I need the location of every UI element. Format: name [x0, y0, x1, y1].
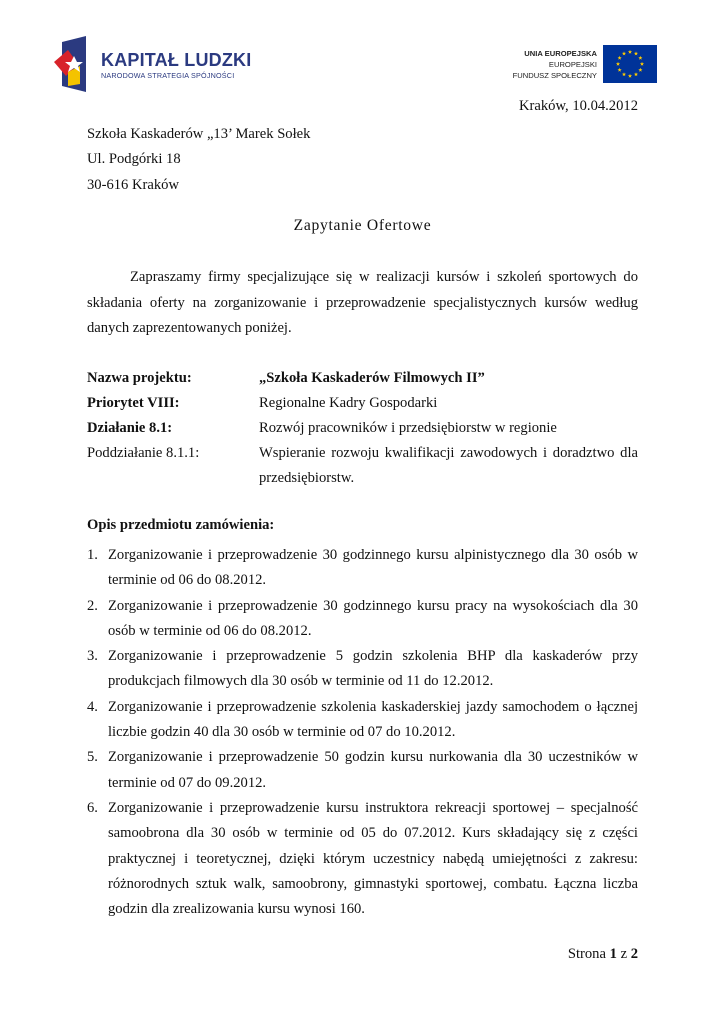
list-item-text: Zorganizowanie i przeprowadzenie 30 godzinnego kursu alpinistycznego dla 30 osób w terminie od 06 do 08.2012.: [108, 547, 638, 589]
eu-line-1: UNIA EUROPEJSKA: [524, 49, 597, 58]
footer-page-number: 1: [609, 946, 617, 962]
priority-value: Regionalne Kadry Gospodarki: [259, 395, 438, 411]
list-item-number: 2.: [87, 597, 98, 614]
priority-label: Priorytet VIII:: [87, 395, 180, 411]
list-item: [87, 695, 638, 746]
list-item-text: Zorganizowanie i przeprowadzenie 5 godzin szkolenia BHP dla kaskaderów przy produkcjach filmowych dla 30 osób w terminie od 11 do 12.2012.: [108, 648, 638, 690]
list-item: [87, 644, 638, 695]
list-item-number: 4.: [87, 698, 98, 715]
project-name-label: Nazwa projektu:: [87, 370, 192, 386]
eu-logo-text: [513, 49, 597, 81]
list-item: [87, 796, 638, 922]
action-value: Rozwój pracowników i przedsiębiorstw w regionie: [259, 420, 557, 436]
project-name-value: „Szkoła Kaskaderów Filmowych II”: [259, 370, 485, 386]
list-item-number: 3.: [87, 648, 98, 665]
address-line-1: Szkoła Kaskaderów „13’ Marek Sołek: [87, 126, 311, 142]
eu-line-2: EUROPEJSKI: [548, 59, 597, 69]
footer-page-total: 2: [630, 946, 638, 962]
eu-line-3: FUNDUSZ SPOŁECZNY: [512, 70, 597, 80]
order-heading: Opis przedmiotu zamówienia:: [87, 517, 275, 533]
address-line-2: Ul. Podgórki 18: [87, 151, 181, 167]
list-item: [87, 543, 638, 594]
order-items-list: [87, 543, 638, 922]
kl-logo-subtitle: NARODOWA STRATEGIA SPÓJNOŚCI: [101, 71, 235, 80]
page-footer: [568, 946, 638, 963]
list-item-text: Zorganizowanie i przeprowadzenie 30 godzinnego kursu pracy na wysokościach dla 30 osób w terminie od 06 do 08.2012.: [108, 597, 638, 639]
subaction-label: Poddziałanie 8.1.1:: [87, 445, 200, 461]
list-item: [87, 745, 638, 796]
intro-paragraph: Zapraszamy firmy specjalizujące się w realizacji kursów i szkoleń sportowych do składania oferty na zorganizowanie i przeprowadzenie specjalistycznych kursów według danych zaprezentowanych poniżej.: [87, 269, 638, 336]
footer-separator: z: [620, 946, 628, 962]
action-label: Działanie 8.1:: [87, 420, 173, 436]
list-item-text: Zorganizowanie i przeprowadzenie szkolenia kaskaderskiej jazdy samochodem o łącznej liczbie godzin 40 dla 30 osób w terminie od 07 do 10.2012.: [108, 698, 638, 741]
list-item-number: 1.: [87, 547, 98, 563]
document-title: Zapytanie Ofertowe: [293, 217, 432, 234]
subaction-value: Wspieranie rozwoju kwalifikacji zawodowych i doradztwo dla przedsiębiorstw.: [259, 445, 638, 486]
list-item-text: Zorganizowanie i przeprowadzenie 50 godzin kursu nurkowania dla 30 uczestników w terminie od 07 do 09.2012.: [108, 749, 638, 791]
footer-prefix: Strona: [567, 946, 606, 962]
address-line-3: 30-616 Kraków: [87, 177, 180, 193]
list-item-text: Zorganizowanie i przeprowadzenie kursu instruktora rekreacji sportowej – specjalność samoobrona dla 30 osób w terminie od 05 do 07.2012. Kurs składający się z części praktycznej i teoretycznej, dzięki którym uczestnicy nabędą umiejętności z zakresu: różnorodnych sztuk walk, samoobrony, gimnastyki sportowej, combatu. Łączna liczba godzin dla zrealizowania kursu wynosi 160.: [108, 799, 638, 918]
kl-logo-title: KAPITAŁ LUDZKI: [101, 50, 252, 70]
document-date: Kraków, 10.04.2012: [518, 98, 638, 114]
list-item-number: 5.: [87, 749, 98, 766]
list-item: [87, 594, 638, 645]
eu-flag-icon: [603, 45, 657, 83]
list-item-number: 6.: [87, 799, 98, 816]
